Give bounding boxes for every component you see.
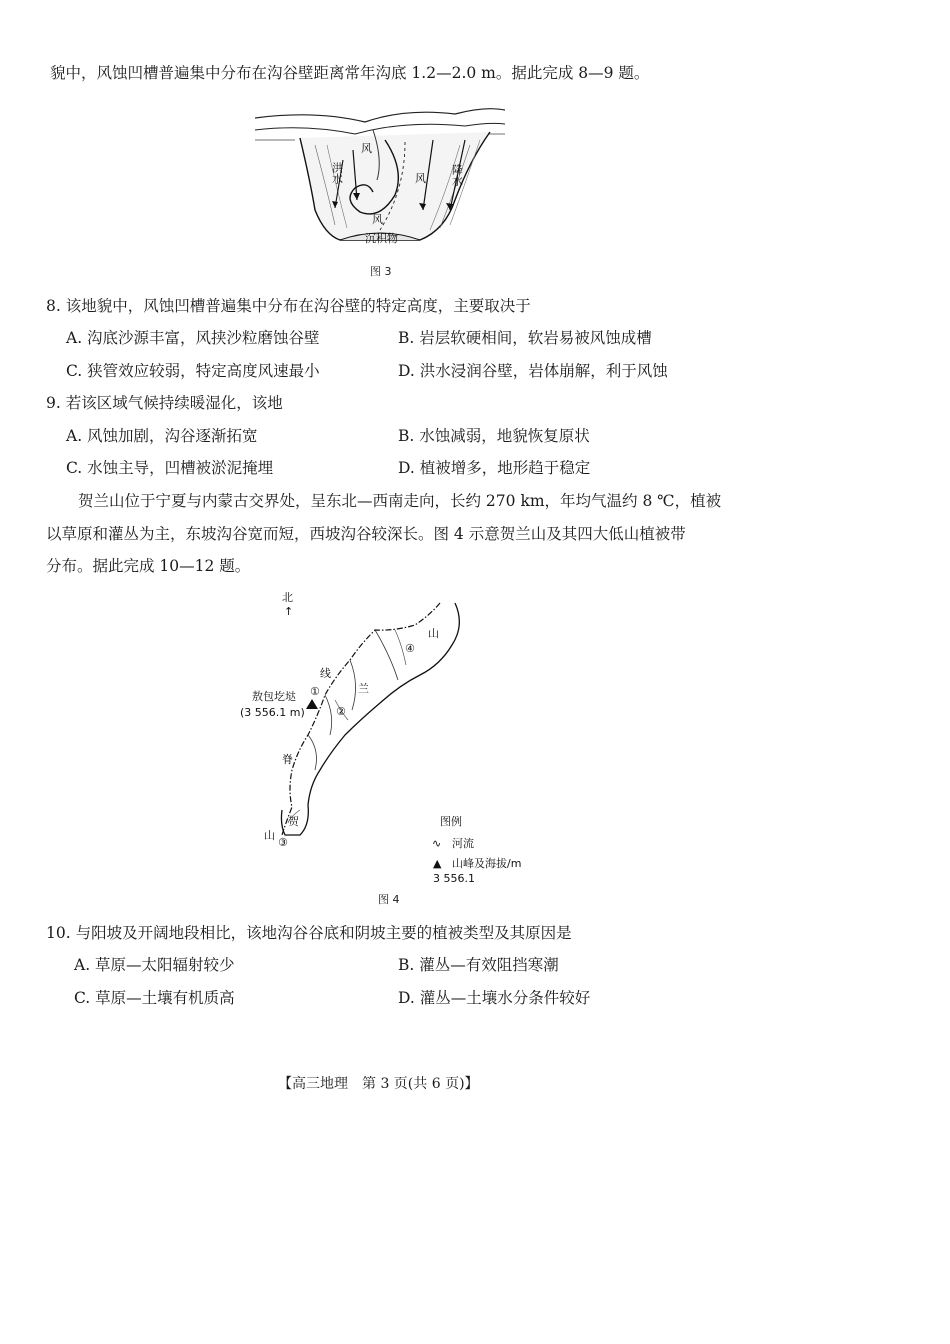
zone-1-label: ①: [310, 685, 320, 698]
passage2-line-1: 贺兰山位于宁夏与内蒙古交界处，呈东北—西南走向，长约 270 km，年均气温约 8 ℃，植被: [78, 492, 722, 510]
map-char-shan-top: 山: [428, 627, 439, 640]
page-footer: 【高三地理 第 3 页(共 6 页)】: [278, 1076, 479, 1092]
zone-4-label: ④: [405, 642, 415, 655]
q8-option-a: A. 沟底沙源丰富，风挟沙粒磨蚀谷壁: [66, 329, 320, 347]
q9-option-d: D. 植被增多，地形趋于稳定: [398, 459, 591, 477]
figure-3-caption: 图 3: [370, 265, 392, 278]
q10-option-a: A. 草原—太阳辐射较少: [74, 956, 235, 974]
legend-title: 图例: [440, 815, 462, 828]
north-label: 北: [282, 591, 293, 604]
fig3-wind-left-label: 风: [361, 142, 372, 155]
legend-peak-label: 山峰及海拔/m: [452, 857, 522, 870]
map-char-he: 贺: [288, 815, 299, 828]
map-char-lan: 兰: [358, 682, 369, 695]
legend-peak-icon: ▲: [433, 857, 442, 870]
legend-peak-example: 3 556.1: [433, 872, 475, 885]
legend-river-icon: ∿: [432, 837, 442, 850]
map-char-shan-bottom: 山: [264, 829, 275, 842]
q10-option-d: D. 灌丛—土壤水分条件较好: [398, 989, 591, 1007]
peak-elevation-label: (3 556.1 m): [240, 706, 305, 719]
figure-4-helan-map: [230, 585, 550, 885]
passage2-line-3: 分布。据此完成 10—12 题。: [46, 557, 251, 575]
q10-option-c: C. 草原—土壤有机质高: [74, 989, 235, 1007]
passage2-line-2: 以草原和灌丛为主，东坡沟谷宽而短，西坡沟谷较深长。图 4 示意贺兰山及其四大低山植被带: [46, 525, 686, 543]
q8-option-c: C. 狭管效应较弱，特定高度风速最小: [66, 362, 320, 380]
q9-stem: 9. 若该区域气候持续暖湿化，该地: [46, 394, 283, 412]
fig3-rain-water-label: 降水: [450, 164, 464, 186]
q9-option-c: C. 水蚀主导，凹槽被淤泥掩埋: [66, 459, 274, 477]
zone-3-label: ③: [278, 836, 288, 849]
fig3-flood-water-label: 洪水: [330, 162, 344, 184]
q8-option-d: D. 洪水浸润谷壁，岩体崩解，利于风蚀: [398, 362, 668, 380]
q10-option-b: B. 灌丛—有效阻挡寒潮: [398, 956, 559, 974]
legend-river-label: 河流: [452, 837, 474, 850]
q10-stem: 10. 与阳坡及开阔地段相比，该地沟谷谷底和阴坡主要的植被类型及其原因是: [46, 924, 572, 942]
peak-triangle-icon: [306, 699, 318, 709]
map-char-xian: 线: [320, 667, 331, 680]
q8-option-b: B. 岩层软硬相间，软岩易被风蚀成槽: [398, 329, 652, 347]
figure-4-caption: 图 4: [378, 893, 400, 906]
q8-stem: 8. 该地貌中，风蚀凹槽普遍集中分布在沟谷壁的特定高度，主要取决于: [46, 297, 531, 315]
peak-name-label: 敖包圪垯: [252, 690, 296, 703]
fig3-wind-center-label: 风: [415, 172, 426, 185]
figure-3-gully-diagram: [255, 100, 505, 260]
north-arrow-icon: ↑: [284, 605, 294, 618]
q9-option-b: B. 水蚀减弱，地貌恢复原状: [398, 427, 590, 445]
fig3-wind-bottom-label: 风: [372, 213, 383, 226]
q9-option-a: A. 风蚀加剧，沟谷逐渐拓宽: [66, 427, 258, 445]
map-char-ji: 脊: [282, 753, 293, 766]
fig3-sediment-label: 沉积物: [365, 232, 398, 245]
zone-2-label: ②: [336, 705, 346, 718]
fig3-lead-text: 貌中，风蚀凹槽普遍集中分布在沟谷壁距离常年沟底 1.2—2.0 m。据此完成 8—9 题。: [50, 64, 650, 82]
